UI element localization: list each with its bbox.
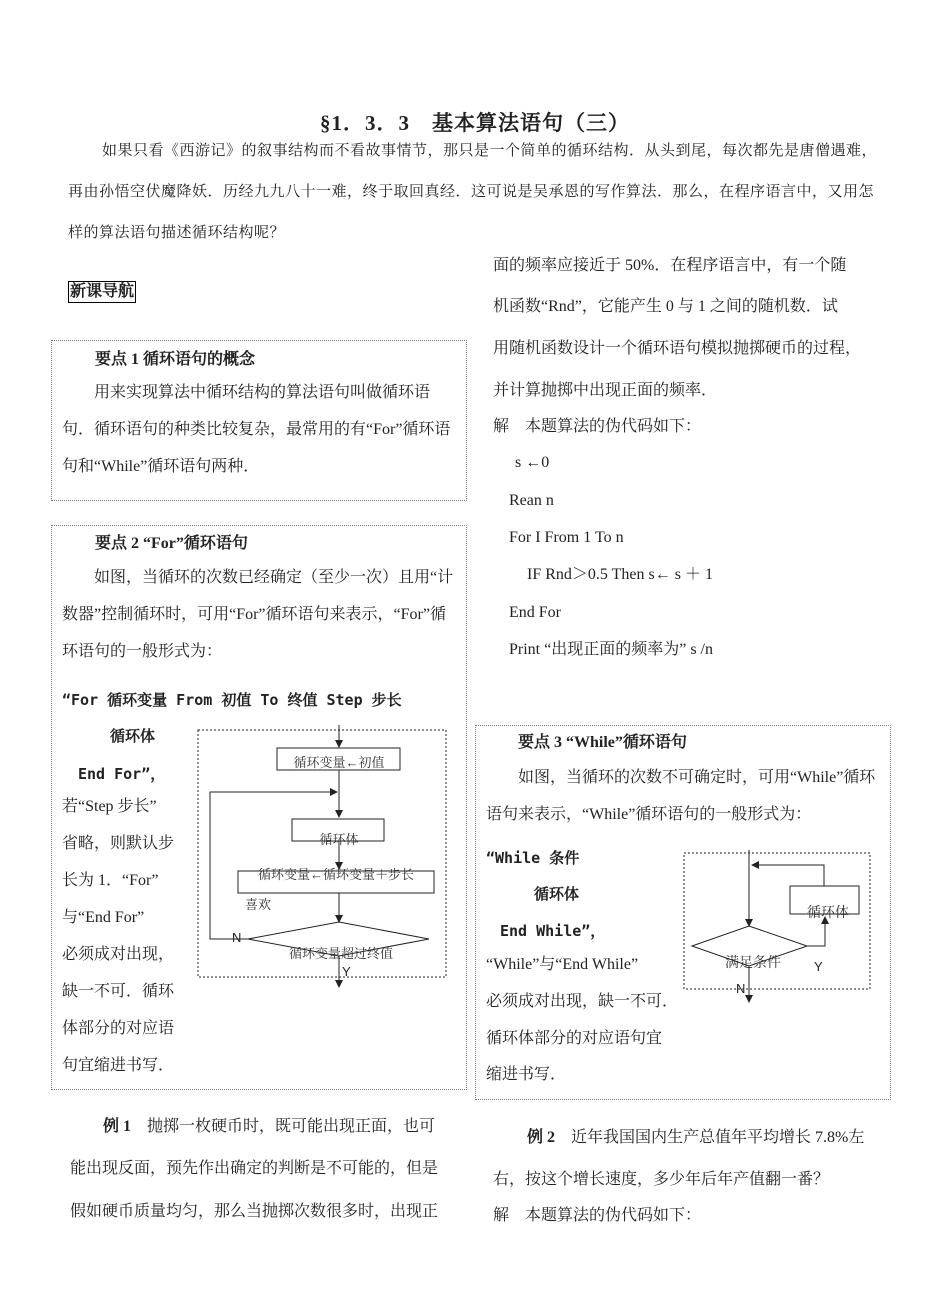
point3-code-line3: End While”， [500,922,606,940]
point3-note-3: 循环体部分的对应语句宜 [486,1030,663,1047]
while-no-label: N [736,981,746,996]
for-init-label: 循环变量←初值 [293,755,385,770]
example1-line2: 能出现反面，预先作出确定的判断是不可能的，但是 [70,1160,439,1177]
for-yes-label: Y [342,964,351,979]
point1-box [51,340,467,501]
for-no-label: N [232,930,242,945]
point2-note-7: 体部分的对应语 [62,1020,175,1037]
intro-paragraph: 如果只看《西游记》的叙事结构而不看故事情节，那只是一个简单的循环结构．从头到尾，每次都先是唐僧遇难，再由孙悟空伏魔降妖．历经九九八十一难，终于取回真经．这可说是吴承恩的写作算法．那么，在程序语言中，又用怎样的算法语句描述循环结构呢？ [68,143,878,241]
point2-note-2: 省略，则默认步 [62,835,175,852]
point3-note-4: 缩进书写． [486,1066,567,1083]
example1-code-6: Print “出现正面的频率为” s /n [509,641,713,658]
point2-heading: 要点 2 “For”循环语句 [95,535,248,552]
example1-code-2: Rean n [509,492,554,509]
while-cond-label: 满足条件 [725,954,781,970]
point3-note-2: 必须成对出现，缺一不可． [486,993,679,1010]
example1-line7: 并计算抛掷中出现正面的频率． [493,382,718,399]
example1-code-5: End For [509,604,561,621]
example1-label: 例 1 [103,1118,132,1135]
for-loop-flowchart [195,725,450,990]
point2-body: 如图，当循环的次数已经确定（至少一次）且用“计数器”控制循环时，可用“For”循环语句来表示，“For”循环语句的一般形式为： [62,569,454,660]
point2-code-line3: End For”， [78,765,166,783]
point1-heading: 要点 1 循环语句的概念 [95,351,256,368]
for-cond-label: 循环变量超过终值 [288,946,394,961]
point2-note-1: 若“Step 步长” [62,798,157,815]
example2-line2: 右，按这个增长速度，多少年后年产值翻一番？ [493,1171,830,1188]
point3-body: 如图，当循环的次数不可确定时，可用“While”循环语句来表示，“While”循环语句的一般形式为： [486,769,876,823]
while-body-label: 循环体 [807,904,849,920]
example1-solution: 解 本题算法的伪代码如下： [493,418,702,435]
example2-text-1: 近年我国国内生产总值年平均增长 7.8%左 [571,1129,865,1146]
page-title: §1．3．3 基本算法语句（三） [320,111,630,135]
point2-note-6: 缺一不可．循环 [62,983,175,1000]
point3-heading: 要点 3 “While”循环语句 [518,734,687,751]
example1-code-3: For I From 1 To n [509,529,624,546]
point1-body: 用来实现算法中循环结构的算法语句叫做循环语句．循环语句的种类比较复杂，最常用的有“For”循环语句和“While”循环语句两种． [62,384,451,475]
point2-note-8: 句宜缩进书写． [62,1057,175,1074]
example1-code-1: s ←0 [515,454,550,471]
while-loop-flowchart [683,840,873,1005]
example2-solution: 解 本题算法的伪代码如下： [493,1207,702,1224]
example1-line3: 假如硬币质量均匀，那么当抛掷次数很多时，出现正 [70,1203,439,1220]
example1-text-1: 抛掷一枚硬币时，既可能出现正面，也可 [147,1118,436,1135]
point2-code-line1: “For 循环变量 From 初值 To 终值 Step 步长 [62,691,402,709]
example1-line5: 机函数“Rnd”，它能产生 0 与 1 之间的随机数．试 [493,298,838,315]
point2-note-3: 长为 1．“For” [62,872,159,889]
for-body-label: 循环体 [319,832,359,847]
example1-line1 [103,1108,473,1145]
example2-label: 例 2 [527,1129,556,1146]
section-tag: 新课导航 [68,281,136,303]
point2-code-line2: 循环体 [110,727,156,745]
for-stray-text: 喜欢 [245,897,272,912]
point2-note-5: 必须成对出现， [62,946,175,963]
for-step-label: 循环变量←循环变量＋步长 [257,867,415,882]
example1-line6: 用随机函数设计一个循环语句模拟抛掷硬币的过程， [493,340,862,357]
point3-code-line2: 循环体 [534,885,580,903]
while-yes-label: Y [814,959,823,974]
example1-line4: 面的频率应接近于 50%．在程序语言中，有一个随 [493,257,847,274]
point3-note-1: “While”与“End While” [486,956,639,973]
example2-line1 [527,1119,907,1156]
point3-code-line1: “While 条件 [486,849,580,867]
example1-code-4: IF Rnd＞0.5 Then s← s ＋ 1 [527,566,713,583]
point2-note-4: 与“End For” [62,909,145,926]
